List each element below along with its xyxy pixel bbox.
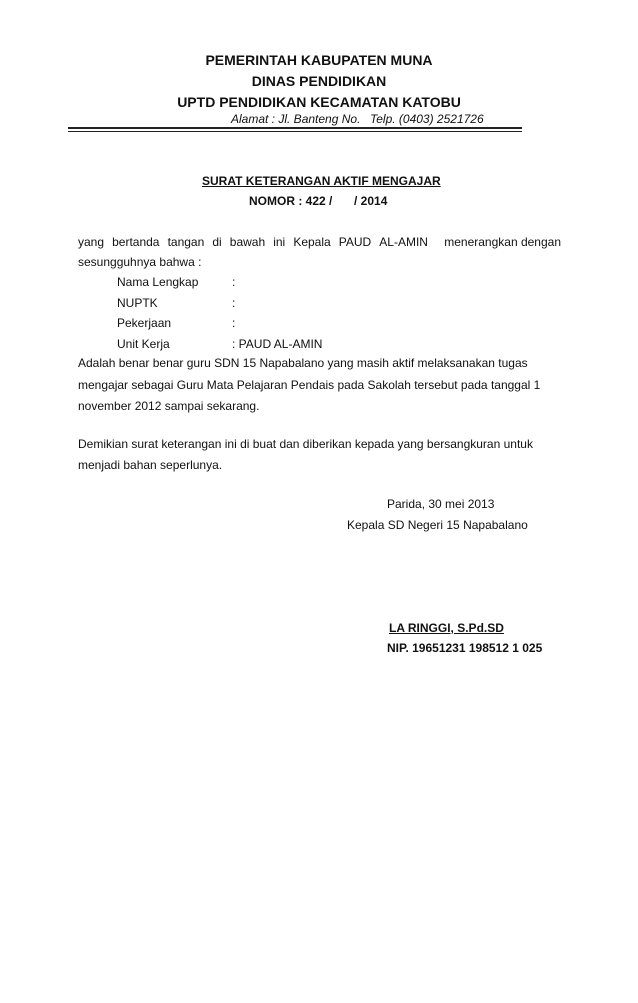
intro-word: yang [78,235,105,249]
header-agency: DINAS PENDIDIKAN [251,73,387,89]
letterhead-rule-thin [68,131,522,132]
intro-word: bertanda [112,235,160,249]
letter-number-year: / 2014 [354,194,388,208]
body-paragraph-2-line-1: Demikian surat keterangan ini di buat dan diberikan kepada yang bersangkuran untuk [78,437,533,451]
body-paragraph-1-line-2: mengajar sebagai Guru Mata Pelajaran Pendais pada Sakolah tersebut pada tanggal 1 [78,378,541,392]
field-value-name: : [232,275,236,289]
intro-word: di [212,235,222,249]
letterhead-rule-thick [68,127,522,129]
body-paragraph-1-line-3: november 2012 sampai sekarang. [78,399,260,413]
intro-line-2: sesungguhnya bahwa : [78,255,202,269]
field-value-nuptk: : [232,296,236,310]
header-unit: UPTD PENDIDIKAN KECAMATAN KATOBU [177,94,461,110]
intro-line-1-tail: menerangkan dengan [444,235,561,249]
letter-number-prefix: NOMOR : 422 / [249,194,333,208]
field-label-work-unit: Unit Kerja [117,337,170,351]
body-paragraph-2-line-2: menjadi bahan seperlunya. [78,458,223,472]
intro-word: PAUD [338,235,372,249]
signatory-name: LA RINGGI, S.Pd.SD [389,621,504,635]
header-government: PEMERINTAH KABUPATEN MUNA [205,52,433,68]
signature-place-date: Parida, 30 mei 2013 [387,497,495,511]
header-address: Alamat : Jl. Banteng No. [231,112,361,126]
intro-word: AL-AMIN [379,235,428,249]
intro-word: tangan [167,235,205,249]
intro-word: bawah [229,235,266,249]
field-label-nuptk: NUPTK [117,296,158,310]
signature-position: Kepala SD Negeri 15 Napabalano [347,518,528,532]
intro-word: Kepala [293,235,331,249]
field-label-occupation: Pekerjaan [117,316,172,330]
signatory-nip: NIP. 19651231 198512 1 025 [387,641,543,655]
intro-line-1 [78,235,428,249]
letter-title: SURAT KETERANGAN AKTIF MENGAJAR [202,174,441,188]
header-phone: Telp. (0403) 2521726 [370,112,484,126]
field-label-name: Nama Lengkap [117,275,199,289]
field-value-occupation: : [232,316,236,330]
intro-word: ini [273,235,286,249]
body-paragraph-1-line-1: Adalah benar benar guru SDN 15 Napabalano yang masih aktif melaksanakan tugas [78,356,528,370]
field-value-work-unit: : PAUD AL-AMIN [232,337,323,351]
